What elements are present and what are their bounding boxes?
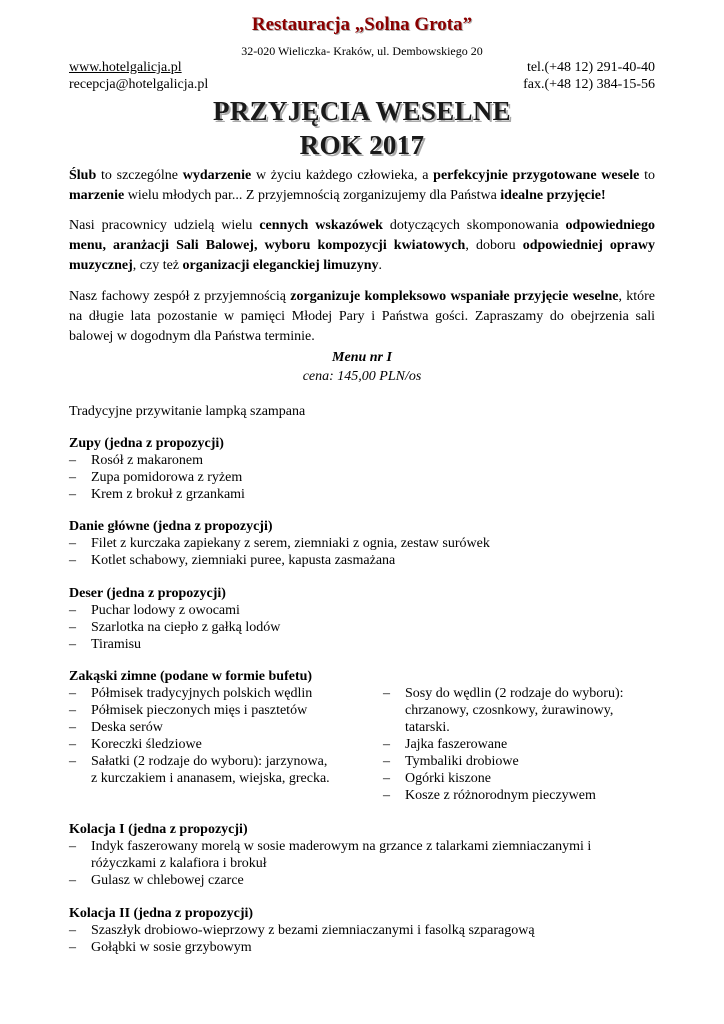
text-run: Nasz fachowy zespół z przyjemnością xyxy=(69,289,291,304)
contact-row-2 xyxy=(69,77,655,93)
dessert-list xyxy=(69,602,280,653)
contact-row-1 xyxy=(69,60,655,76)
list-item: – Ogórki kiszone xyxy=(383,770,663,787)
emphasis-text: odpowiedniej oprawy muzycznej xyxy=(69,238,655,273)
menu-price: cena: 145,00 PLN/os xyxy=(302,369,422,384)
intro-paragraph-2 xyxy=(69,216,655,276)
fax-number: fax.(+48 12) 384-15-56 xyxy=(523,77,655,92)
main-course-list xyxy=(69,535,490,569)
list-item: – Gulasz w chlebowej czarce xyxy=(69,872,649,889)
list-item: – Indyk faszerowany morelą w sosie maderowym na grzance z talarkami ziemniaczanymi i xyxy=(69,838,649,855)
emphasis-text: idealne przyjęcie! xyxy=(500,188,606,203)
soups-list xyxy=(69,452,245,503)
list-item: – Tiramisu xyxy=(69,636,280,653)
text-run: to szczególne xyxy=(96,168,183,183)
dinner-1-list xyxy=(69,838,649,889)
page-title: PRZYJĘCIA WESELNE xyxy=(213,96,511,126)
dinner-2-list xyxy=(69,922,649,956)
list-item: – Szaszłyk drobiowo-wieprzowy z bezami ziemniaczanymi i fasolką szparagową xyxy=(69,922,649,939)
text-run: wielu młodych par... Z przyjemnością zorganizujemy dla Państwa xyxy=(124,188,501,203)
text-run: , doboru xyxy=(465,238,523,253)
list-item-continuation: różyczkami z kalafiora i brokuł xyxy=(91,856,267,871)
list-item-continuation: chrzanowy, czosnkowy, żurawinowy, xyxy=(405,703,614,718)
list-item: – Półmisek tradycyjnych polskich wędlin xyxy=(69,685,369,702)
list-item: – Koreczki śledziowe xyxy=(69,736,369,753)
dinner-1-heading: Kolacja I (jedna z propozycji) xyxy=(69,822,248,837)
list-item: – Tymbaliki drobiowe xyxy=(383,753,663,770)
page-subtitle-year: ROK 2017 xyxy=(299,130,425,160)
dessert-heading: Deser (jedna z propozycji) xyxy=(69,586,226,601)
list-item-continuation: z kurczakiem i ananasem, wiejska, grecka. xyxy=(91,771,330,786)
cold-starters-right-list xyxy=(383,685,663,804)
list-item: – Kosze z różnorodnym pieczywem xyxy=(383,787,663,804)
list-item-continuation: tatarski. xyxy=(405,720,450,735)
text-run: , czy też xyxy=(132,258,183,273)
menu-title: Menu nr I xyxy=(332,350,392,365)
emphasis-text: Ślub xyxy=(69,168,97,183)
main-course-heading: Danie główne (jedna z propozycji) xyxy=(69,519,273,534)
list-item: – Półmisek pieczonych mięs i pasztetów xyxy=(69,702,369,719)
list-item: – Zupa pomidorowa z ryżem xyxy=(69,469,245,486)
list-item: – Krem z brokuł z grzankami xyxy=(69,486,245,503)
list-item: – Jajka faszerowane xyxy=(383,736,663,753)
restaurant-address: 32-020 Wieliczka- Kraków, ul. Dembowskiego 20 xyxy=(241,44,483,58)
cold-starters-left-list xyxy=(69,685,369,787)
emphasis-text: organizacji eleganckiej limuzyny xyxy=(182,258,379,273)
list-item: – Rosół z makaronem xyxy=(69,452,245,469)
emphasis-text: perfekcyjnie przygotowane wesele xyxy=(433,168,640,183)
emphasis-text: zorganizuje kompleksowo wspaniałe przyjęcie weselne xyxy=(290,289,619,304)
text-run: dotyczących skomponowania xyxy=(382,218,566,233)
email-address: recepcja@hotelgalicja.pl xyxy=(69,77,209,92)
text-run: w życiu każdego człowieka, a xyxy=(251,168,434,183)
text-run: Nasi pracownicy udzielą wielu xyxy=(69,218,260,233)
emphasis-text: cennych wskazówek xyxy=(259,218,383,233)
list-item: – Sałatki (2 rodzaje do wyboru): jarzynowa, xyxy=(69,753,369,770)
phone-number: tel.(+48 12) 291-40-40 xyxy=(526,60,655,75)
text-run: , które na długie lata pozostanie w pamięci Młodej Pary i Państwa gości. Zapraszamy do obejrzenia sali balowej w dogodnym dla Państwa terminie. xyxy=(69,289,656,344)
restaurant-name: Restauracja „Solna Grota” xyxy=(251,14,473,35)
list-item: – Kotlet schabowy, ziemniaki puree, kapusta zasmażana xyxy=(69,552,490,569)
intro-paragraph-1 xyxy=(69,166,655,206)
emphasis-text: marzenie xyxy=(69,188,125,203)
intro-paragraph-3 xyxy=(69,287,655,347)
list-item: – Szarlotka na ciepło z gałką lodów xyxy=(69,619,280,636)
list-item: – Sosy do wędlin (2 rodzaje do wyboru): xyxy=(383,685,663,702)
dinner-2-heading: Kolacja II (jedna z propozycji) xyxy=(69,906,254,921)
emphasis-text: wydarzenie xyxy=(182,168,252,183)
welcome-line: Tradycyjne przywitanie lampką szampana xyxy=(69,404,306,419)
text-run: to xyxy=(639,168,656,183)
text-run: . xyxy=(378,258,382,273)
emphasis-text: odpowiedniego menu, aranżacji Sali Balowej, wyboru kompozycji kwiatowych xyxy=(69,218,655,253)
list-item: – Gołąbki w sosie grzybowym xyxy=(69,939,649,956)
soups-heading: Zupy (jedna z propozycji) xyxy=(69,436,224,451)
website-link[interactable]: www.hotelgalicja.pl xyxy=(69,60,182,75)
cold-starters-heading: Zakąski zimne (podane w formie bufetu) xyxy=(69,669,313,684)
list-item: – Filet z kurczaka zapiekany z serem, ziemniaki z ognia, zestaw surówek xyxy=(69,535,490,552)
list-item: – Puchar lodowy z owocami xyxy=(69,602,280,619)
list-item: – Deska serów xyxy=(69,719,369,736)
